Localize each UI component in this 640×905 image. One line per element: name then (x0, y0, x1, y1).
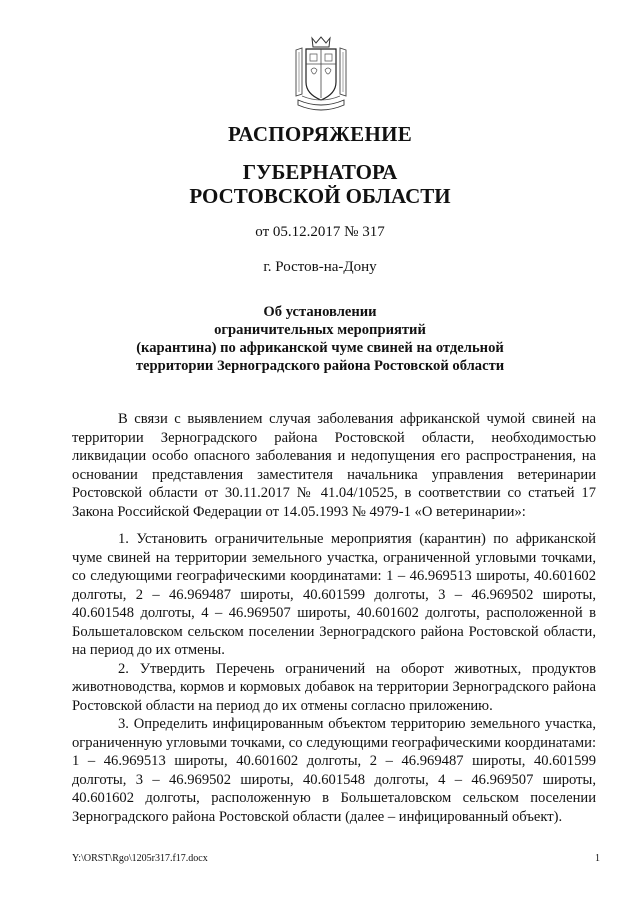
preamble-paragraph: В связи с выявлением случая заболевания африканской чумой свиней на территории Зерноградского района Ростовской области, необходимостью ликвидации особо опасного заболевания и недопущения его распространения, на основании представления заместителя начальника управления ветеринарии Ростовской области от 30.11.2017 № 41.04/10525, в соответствии со статьей 17 Закона Российской Федерации от 14.05.1993 № 4979-1 «О ветеринарии»: (72, 411, 596, 520)
item-3-paragraph: 3. Определить инфицированным объектом территорию земельного участка, ограниченную угловыми точками, со следующими географическими координатами: 1 – 46.969513 широты, 40.601602 долготы, 2 – 46.969487 широты, 40.601599 долготы, 3 – 46.969502 широты, 40.601548 долготы, 4 – 46.969507 широты, 40.601602 долготы, расположенную в Большеталовском сельском поселении Зерноградского района Ростовской области (далее – инфицированный объект). (72, 716, 596, 825)
document-type-heading: РАСПОРЯЖЕНИЕ (227, 122, 413, 146)
issuer-line-2: РОСТОВСКОЙ ОБЛАСТИ (189, 184, 451, 208)
document-date-number: от 05.12.2017 № 317 (255, 224, 385, 240)
title-line-4: территории Зерноградского района Ростовской области (135, 358, 505, 374)
item-1-paragraph: 1. Установить ограничительные мероприятия (карантин) по африканской чуме свиней на территории земельного участка, ограниченной угловыми точками, со следующими географическими координатами: 1 – 46.969513 широты, 40.601602 долготы, 2 – 46.969487 широты, 40.601599 долготы, 3 – 46.969502 широты, 40.601548 долготы, 4 – 46.969507 широты, 40.601602 долготы, расположенной в Большеталовском сельском поселении Зерноградского района Ростовской области, на период до их отмены. (72, 531, 596, 658)
title-line-3: (карантина) по африканской чуме свиней на отдельной (136, 340, 504, 356)
document-city: г. Ростов-на-Дону (263, 259, 377, 275)
preamble-block (72, 410, 596, 521)
title-line-2: ограничительных мероприятий (214, 322, 426, 338)
title-line-1: Об установлении (263, 304, 377, 320)
issuer-heading (60, 160, 580, 208)
document-title (60, 303, 580, 375)
item-2-paragraph: 2. Утвердить Перечень ограничений на оборот животных, продуктов животноводства, кормов и кормовых добавок на территории Зерноградского района Ростовской области на период до их отмены согласно приложению. (72, 660, 596, 714)
footer-file-path: Y:\ORST\Rgo\1205r317.f17.docx (72, 853, 208, 864)
issuer-line-1: ГУБЕРНАТОРА (242, 160, 398, 184)
footer-page-number: 1 (595, 853, 600, 864)
coat-of-arms-icon (290, 34, 352, 116)
resolution-items (72, 530, 596, 826)
